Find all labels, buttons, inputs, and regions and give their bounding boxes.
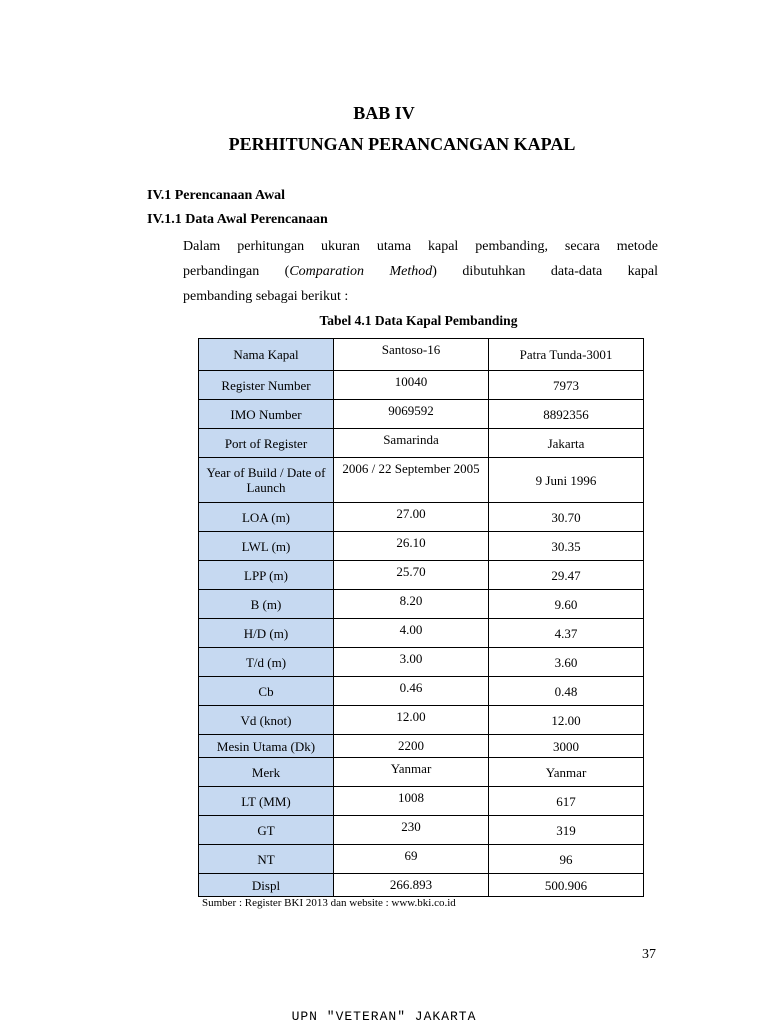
table-row (199, 619, 644, 648)
row-label-cell: B (m) (199, 590, 334, 619)
row-label-cell: Merk (199, 758, 334, 787)
table-row (199, 706, 644, 735)
ship-1-value-cell: 27.00 (334, 503, 489, 532)
ship-2-value-cell: 3.60 (489, 648, 644, 677)
table-row (199, 590, 644, 619)
row-label-cell: IMO Number (199, 400, 334, 429)
ship-2-value-cell: Jakarta (489, 429, 644, 458)
ship-1-value-cell: 2006 / 22 September 2005 (334, 458, 489, 503)
section-heading-iv-1: IV.1 Perencanaan Awal (147, 188, 286, 203)
table-row (199, 845, 644, 874)
table-row (199, 371, 644, 400)
ship-1-value-cell: 1008 (334, 787, 489, 816)
row-label-cell: Port of Register (199, 429, 334, 458)
table-row (199, 648, 644, 677)
paragraph-line-1: Dalam perhitungan ukuran utama kapal pembanding, secara metode (183, 239, 658, 254)
table-row (199, 339, 644, 371)
row-label-cell: Nama Kapal (199, 339, 334, 371)
ship-1-value-cell: Santoso-16 (334, 339, 489, 371)
row-label-cell: LOA (m) (199, 503, 334, 532)
table-row (199, 758, 644, 787)
table-row (199, 532, 644, 561)
page-number: 37 (642, 947, 656, 962)
row-label-cell: GT (199, 816, 334, 845)
row-label-cell: Mesin Utama (Dk) (199, 735, 334, 758)
table-row (199, 429, 644, 458)
table-row (199, 677, 644, 706)
ship-2-value-cell: 319 (489, 816, 644, 845)
row-label-cell: Displ (199, 874, 334, 897)
table-row (199, 400, 644, 429)
intro-paragraph (183, 234, 658, 309)
row-label-cell: LT (MM) (199, 787, 334, 816)
ship-2-value-cell: 617 (489, 787, 644, 816)
paragraph-line-2 (183, 259, 658, 284)
table-row (199, 503, 644, 532)
section-heading-iv-1-1: IV.1.1 Data Awal Perencanaan (147, 212, 328, 227)
row-label-cell: Cb (199, 677, 334, 706)
ship-1-value-cell: 10040 (334, 371, 489, 400)
ship-2-value-cell: Yanmar (489, 758, 644, 787)
chapter-heading: BAB IV (353, 103, 415, 123)
ship-1-value-cell: 0.46 (334, 677, 489, 706)
ship-2-value-cell: 3000 (489, 735, 644, 758)
table-body (199, 339, 644, 897)
table-row (199, 458, 644, 503)
ship-1-value-cell: Samarinda (334, 429, 489, 458)
paragraph-line-2-emphasis: Comparation Method (289, 264, 433, 279)
page-footer: UPN "VETERAN" JAKARTA (291, 1009, 477, 1024)
row-label-cell: Register Number (199, 371, 334, 400)
ship-1-value-cell: 25.70 (334, 561, 489, 590)
table-row (199, 787, 644, 816)
ship-2-value-cell: 8892356 (489, 400, 644, 429)
table-row (199, 561, 644, 590)
ship-2-value-cell: 9 Juni 1996 (489, 458, 644, 503)
ship-2-value-cell: 96 (489, 845, 644, 874)
row-label-cell: NT (199, 845, 334, 874)
ship-2-value-cell: Patra Tunda-3001 (489, 339, 644, 371)
row-label-cell: LPP (m) (199, 561, 334, 590)
row-label-cell: H/D (m) (199, 619, 334, 648)
chapter-title: PERHITUNGAN PERANCANGAN KAPAL (228, 134, 576, 154)
ship-2-value-cell: 500.906 (489, 874, 644, 897)
table-caption: Tabel 4.1 Data Kapal Pembanding (319, 313, 518, 328)
ship-1-value-cell: 230 (334, 816, 489, 845)
ship-1-value-cell: 69 (334, 845, 489, 874)
ship-2-value-cell: 4.37 (489, 619, 644, 648)
ship-1-value-cell: 9069592 (334, 400, 489, 429)
ship-1-value-cell: 12.00 (334, 706, 489, 735)
ship-2-value-cell: 30.35 (489, 532, 644, 561)
ship-2-value-cell: 9.60 (489, 590, 644, 619)
table-row (199, 874, 644, 897)
ship-1-value-cell: Yanmar (334, 758, 489, 787)
ship-1-value-cell: 26.10 (334, 532, 489, 561)
paragraph-line-3: pembanding sebagai berikut : (183, 289, 349, 304)
ship-2-value-cell: 0.48 (489, 677, 644, 706)
paragraph-line-2-pre: perbandingan ( (183, 264, 290, 279)
table-row (199, 735, 644, 758)
ship-1-value-cell: 2200 (334, 735, 489, 758)
paragraph-line-2-post: ) dibutuhkan data-data kapal (432, 264, 658, 279)
ship-1-value-cell: 266.893 (334, 874, 489, 897)
row-label-cell: T/d (m) (199, 648, 334, 677)
row-label-cell: Vd (knot) (199, 706, 334, 735)
ship-2-value-cell: 7973 (489, 371, 644, 400)
ship-2-value-cell: 29.47 (489, 561, 644, 590)
row-label-cell: Year of Build / Date of Launch (199, 458, 334, 503)
ship-1-value-cell: 3.00 (334, 648, 489, 677)
ship-1-value-cell: 4.00 (334, 619, 489, 648)
ship-1-value-cell: 8.20 (334, 590, 489, 619)
comparison-ship-table (198, 338, 644, 897)
row-label-cell: LWL (m) (199, 532, 334, 561)
table-source-note: Sumber : Register BKI 2013 dan website : www.bki.co.id (202, 897, 456, 909)
ship-2-value-cell: 12.00 (489, 706, 644, 735)
table-row (199, 816, 644, 845)
ship-2-value-cell: 30.70 (489, 503, 644, 532)
